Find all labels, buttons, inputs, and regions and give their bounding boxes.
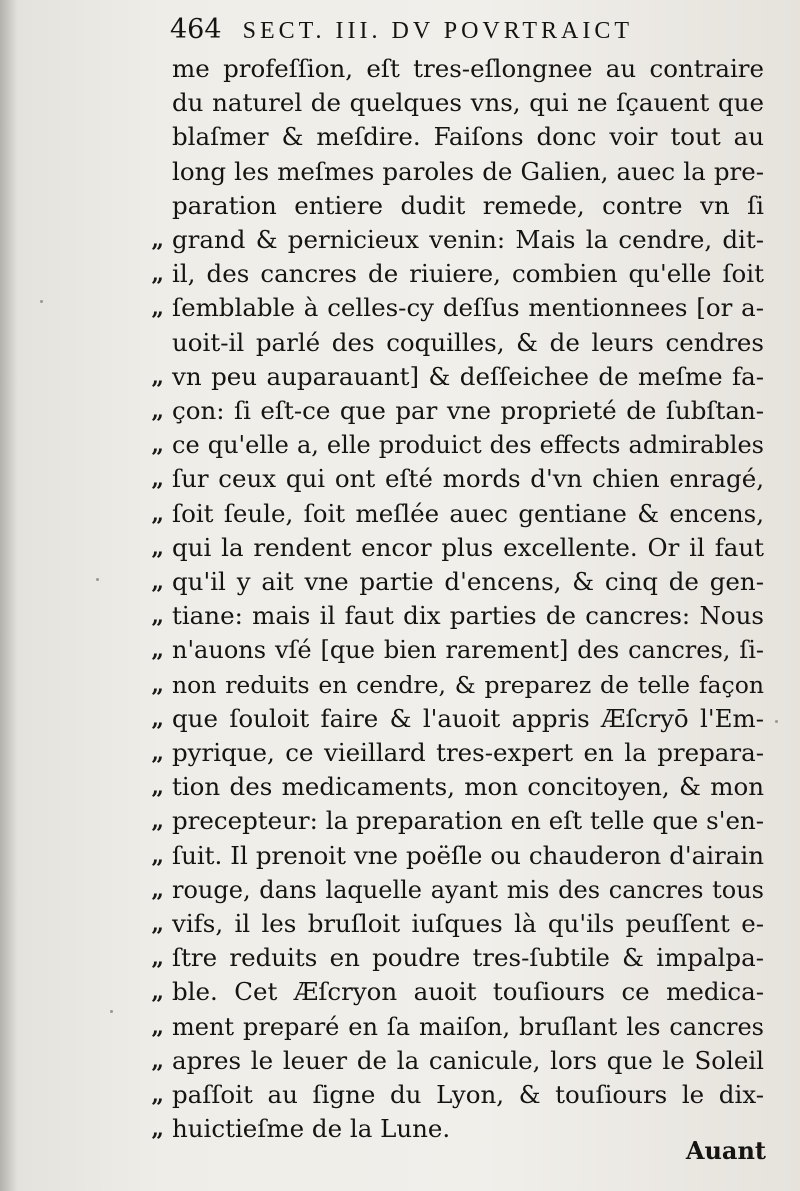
- text-line: [0, 941, 800, 975]
- text-line: [0, 1010, 800, 1044]
- quotation-marker: „: [151, 500, 164, 527]
- line-text: n'auons vſé [que bien rarement] des cancres, ſi-: [172, 636, 764, 665]
- quotation-marker: „: [151, 227, 164, 253]
- quotation-marker: „: [151, 876, 164, 903]
- quotation-marker: „: [151, 842, 164, 869]
- line-text: vifs, il les bruſloit iuſques là qu'ils peuſſent e-: [172, 909, 764, 938]
- line-text: uoit-il parlé des coquilles, & de leurs cendres: [172, 327, 764, 357]
- line-text: long les meſmes paroles de Galien, auec la pre-: [172, 156, 764, 186]
- quotation-marker: „: [151, 671, 164, 698]
- text-line: [0, 291, 800, 325]
- quotation-marker: „: [151, 398, 164, 424]
- text-line: [0, 839, 800, 873]
- quotation-marker: „: [151, 808, 164, 835]
- line-text: ſemblable à celles-cy deſſus mentionnees [or a-: [172, 293, 764, 323]
- line-text: ble. Cet Æſcryon auoit touſiours ce medica-: [172, 977, 764, 1007]
- text-line: [0, 804, 800, 838]
- text-line: [0, 223, 800, 257]
- text-line: [0, 86, 800, 120]
- line-text: blaſmer & meſdire. Faiſons donc voir tout au: [172, 122, 764, 152]
- text-line: [0, 120, 800, 154]
- quotation-marker: „: [151, 774, 164, 801]
- line-text: ſuit. Il prenoit vne poëſle ou chauderon d'airain: [172, 840, 764, 870]
- text-line: [0, 326, 800, 360]
- line-text: il, des cancres de riuiere, combien qu'elle ſoit: [172, 259, 764, 289]
- quotation-marker: „: [151, 637, 164, 664]
- line-text: ce qu'elle a, elle produict des effects admirables: [172, 431, 764, 460]
- quotation-marker: „: [151, 705, 164, 732]
- text-line: [0, 599, 800, 633]
- quotation-marker: „: [151, 740, 164, 766]
- text-line: [0, 873, 800, 907]
- line-text: precepteur: la preparation en eſt telle que s'en-: [172, 806, 764, 836]
- line-text: tiane: mais il faut dix parties de cancres: Nous: [172, 601, 764, 631]
- text-line: [0, 428, 800, 462]
- line-text: ſur ceux qui ont eſté mords d'vn chien enragé,: [172, 464, 764, 494]
- page-header: [170, 14, 770, 50]
- line-text: ſoit ſeule, ſoit meſlée auec gentiane & encens,: [172, 498, 764, 528]
- text-line: [0, 702, 800, 736]
- text-line: [0, 633, 800, 667]
- line-text: que ſouloit faire & l'auoit appris Æſcryō l'Em-: [172, 703, 764, 733]
- quotation-marker: „: [151, 979, 164, 1006]
- line-text: tion des medicaments, mon concitoyen, & mon: [172, 772, 764, 802]
- text-line: [0, 497, 800, 531]
- line-text: qu'il y ait vne partie d'encens, & cinq de gen-: [172, 567, 764, 596]
- quotation-marker: „: [151, 466, 164, 493]
- text-line: [0, 975, 800, 1009]
- text-line: [0, 155, 800, 189]
- line-text: huictieſme de la Lune.: [172, 1114, 451, 1144]
- line-text: ment preparé en ſa maiſon, bruſlant les cancres: [172, 1012, 764, 1041]
- quotation-marker: „: [151, 432, 164, 459]
- line-text: vn peu auparauant] & deſſeichee de meſme fa-: [172, 361, 764, 391]
- quotation-marker: „: [151, 261, 164, 288]
- line-text: me profeſſion, eſt tres-eſlongnee au contraire: [172, 54, 764, 83]
- text-line: [0, 1078, 800, 1112]
- line-text: grand & pernicieux venin: Mais la cendre, dit-: [172, 225, 764, 254]
- text-line: [0, 770, 800, 804]
- text-line: [0, 394, 800, 428]
- line-text: pyrique, ce vieillard tres-expert en la prepara-: [172, 738, 764, 767]
- line-text: apres le leuer de la canicule, lors que le Soleil: [172, 1045, 764, 1075]
- text-line: [0, 907, 800, 941]
- quotation-marker: „: [151, 911, 164, 937]
- text-line: [0, 189, 800, 223]
- text-line: [0, 531, 800, 565]
- quotation-marker: „: [151, 534, 164, 561]
- text-line: [0, 257, 800, 291]
- quotation-marker: „: [151, 569, 164, 595]
- line-text: çon: ſi eſt-ce que par vne proprieté de ſubſtan-: [172, 396, 764, 425]
- quotation-marker: „: [151, 1082, 164, 1108]
- text-line: [0, 462, 800, 496]
- line-text: ſtre reduits en poudre tres-ſubtile & impalpa-: [172, 943, 764, 973]
- quotation-marker: „: [151, 1047, 164, 1074]
- line-text: non reduits en cendre, & preparez de telle façon: [172, 670, 764, 699]
- quotation-marker: „: [151, 603, 164, 630]
- quotation-marker: „: [151, 363, 164, 390]
- text-line: [0, 52, 800, 86]
- page-number: 464: [170, 14, 222, 45]
- quotation-marker: „: [151, 295, 164, 322]
- line-text: du naturel de quelques vns, qui ne ſçauent que: [172, 88, 764, 118]
- running-title: SECT. III. DV POVRTRAICT: [242, 18, 633, 44]
- catchword: Auant: [685, 1136, 766, 1165]
- quotation-marker: „: [151, 945, 164, 972]
- text-line: [0, 360, 800, 394]
- quotation-marker: „: [151, 1116, 164, 1143]
- line-text: qui la rendent encor plus excellente. Or il faut: [172, 532, 764, 562]
- line-text: paſſoit au ſigne du Lyon, & touſiours le dix-: [172, 1080, 764, 1109]
- quotation-marker: „: [151, 1013, 164, 1040]
- text-line: [0, 668, 800, 702]
- line-text: paration entiere dudit remede, contre vn ſi: [172, 190, 764, 220]
- text-line: [0, 736, 800, 770]
- text-line: [0, 565, 800, 599]
- text-line: [0, 1044, 800, 1078]
- line-text: rouge, dans laquelle ayant mis des cancres tous: [172, 875, 764, 904]
